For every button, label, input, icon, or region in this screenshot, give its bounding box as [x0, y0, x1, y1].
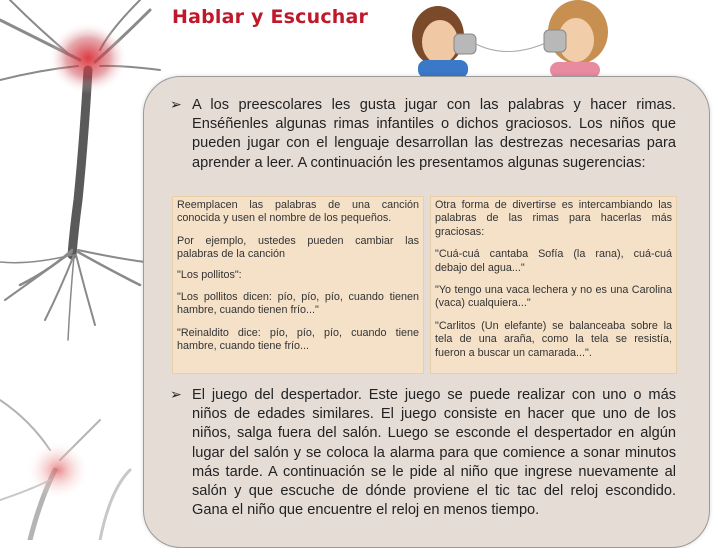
table-text: Otra forma de divertirse es intercambiando las palabras de las rimas para hacerlas más graciosas: — [435, 199, 672, 238]
alarm-game-paragraph: El juego del despertador. Este juego se puede realizar con uno o más niños de edades similares. El juego consiste en hacer que uno de los niños, salga fuera del salón. Luego se esconde el despertador en algún lugar del salón y se coloca la alarma para que comience a sonar minutos más tarde. A continuación se le pide al niño que ingrese nuevamente al salón y que escuche de dónde proviene el tic tac del reloj escondido. Gana el niño que encuentre el reloj en menos tiempo. — [192, 387, 676, 519]
arrow-bullet-icon: ➢ — [170, 387, 182, 403]
table-text: "Carlitos (Un elefante) se balanceaba sobre la tela de una araña, como la tela se resistía, fueron a buscar un camarada...". — [435, 319, 672, 359]
page-title: Hablar y Escuchar — [172, 6, 369, 28]
table-cell-right — [430, 196, 677, 374]
table-cell-left — [172, 196, 424, 374]
rhymes-table — [172, 196, 677, 374]
table-text: "Los pollitos dicen: pío, pío, pío, cuando tienen hambre, cuando tienen frío..." — [177, 291, 419, 317]
table-text: "Reinaldito dice: pío, pío, pío, cuando tiene hambre, cuando tiene frío... — [177, 326, 419, 353]
table-text: "Los pollitos": — [177, 268, 242, 281]
table-text: Por ejemplo, ustedes pueden cambiar las palabras de la canción — [177, 234, 419, 261]
intro-paragraph: A los preescolares les gusta jugar con las palabras y hacer rimas. Enséñenles algunas rimas infantiles o dichos graciosos. Los niños que pueden jugar con el lenguaje desarrollan las destrezas necesarias para aprender a leer. A continuación les presentamos algunas sugerencias: — [192, 97, 676, 171]
arrow-bullet-icon: ➢ — [170, 97, 182, 113]
table-text: "Cuá-cuá cantaba Sofía (la rana), cuá-cuá debajo del agua..." — [435, 248, 672, 274]
children-tin-can-phone-photo — [400, 0, 618, 78]
table-text: Reemplacen las palabras de una canción conocida y usen el nombre de los pequeños. — [177, 199, 419, 225]
table-text: "Yo tengo una vaca lechera y no es una Carolina (vaca) cualquiera..." — [435, 284, 672, 310]
